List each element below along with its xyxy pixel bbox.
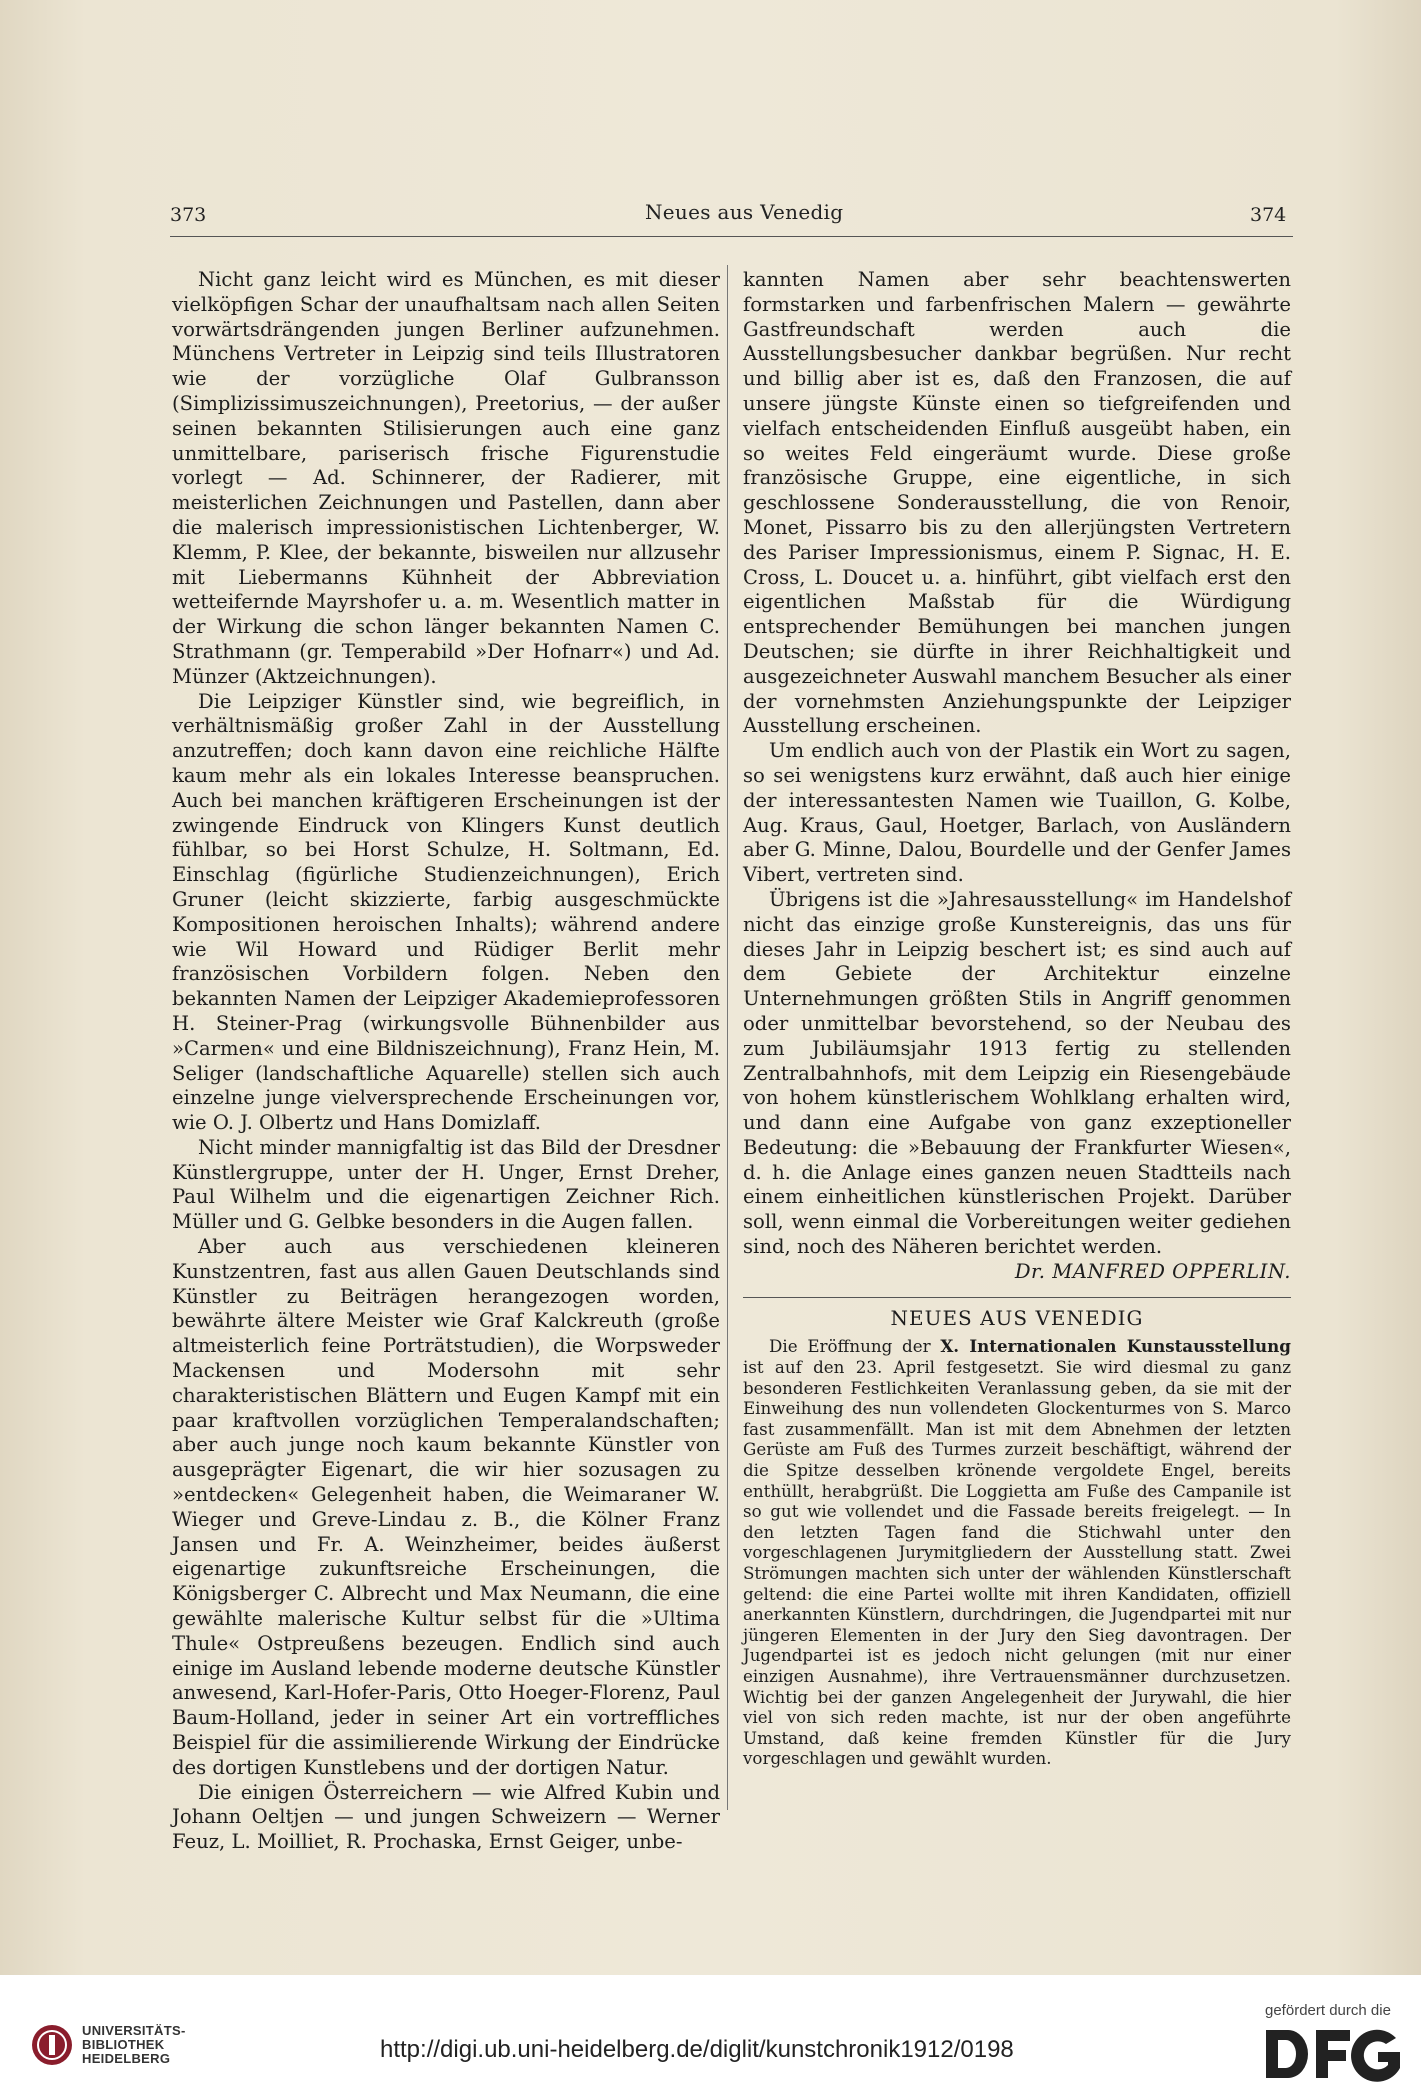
library-line: UNIVERSITÄTS- (82, 2023, 186, 2038)
paragraph: Nicht minder mannigfaltig ist das Bild der Dresdner Künstlergruppe, unter der H. Unger, Ernst Dreher, Paul Wilhelm und die eigenartigen Zeichner Rich. Müller und G. Gelbke besonders in die Augen fallen. (172, 1135, 720, 1234)
column-rule (727, 265, 728, 1810)
dfg-logo-icon (1262, 2024, 1404, 2084)
paragraph: Nicht ganz leicht wird es München, es mit dieser vielköpfigen Schar der unaufhaltsam nach allen Seiten vorwärtsdrängenden jungen Berliner aufzunehmen. Münchens Vertreter in Leipzig sind teils Illustratoren wie der vorzügliche Olaf Gulbransson (Simplizissimuszeichnungen), Preetorius, — der außer seinen bekannten Stilisierungen auch eine ganz unmittelbare, pariserisch frische Figurenstudie vorlegt — Ad. Schinnerer, der Radierer, mit meisterlichen Zeichnungen und Pastellen, dann aber die malerisch impressionistischen Lichtenberger, W. Klemm, P. Klee, der bekannte, bisweilen nur allzusehr mit Liebermanns Kühnheit der Abbreviation wetteifernde Mayrshofer u. a. m. Wesentlich matter in der Wirkung die schon länger bekannten Namen C. Strathmann (gr. Temperabild »Der Hofnarr«) und Ad. Münzer (Aktzeichnungen). (172, 268, 720, 688)
library-name (82, 2024, 186, 2066)
exhibition-name: X. Internationalen Kunstausstellung (940, 1336, 1291, 1357)
section-heading: NEUES AUS VENEDIG (890, 1305, 1144, 1330)
section-rule (743, 1297, 1291, 1298)
running-head: Neues aus Venedig (645, 200, 844, 224)
news-section (743, 1336, 1291, 1768)
page-number-right: 374 (1250, 204, 1287, 226)
left-column (172, 268, 720, 1855)
paragraph: Aber auch aus verschiedenen kleineren Kunstzentren, fast aus allen Gauen Deutschlands sind Künstler zu Beiträgen herangezogen worden, bewährte ältere Meister wie Graf Kalckreuth (große altmeisterlich feine Porträtstudien), die Worpsweder Mackensen und Modersohn mit sehr charakteristischen Blättern und Eugen Kampf mit ein paar kraftvollen vorzüglichen Temperalandschaften; aber auch junge noch kaum bekannte Künstler von ausgeprägter Eigenart, die wir hier sozusagen zu »entdecken« Gelegenheit haben, die Weimaraner W. Wieger und Greve-Lindau z. B., die Kölner Franz Jansen und Fr. A. Weinzheimer, beides äußerst eigenartige zukunftsreiche Erscheinungen, die Königsberger C. Albrecht und Max Neumann, die eine gewählte malerische Kultur selbst für die »Ultima Thule« Ostpreußens bezeugen. Endlich sind auch einige im Ausland lebende moderne deutsche Künstler anwesend, Karl-Hofer-Paris, Otto Hoeger-Florenz, Paul Baum-Holland, jeder in seiner Art ein vortreffliches Beispiel für die assimilierende Wirkung der Eindrücke des dortigen Kunstlebens und der dortigen Natur. (172, 1235, 720, 1779)
news-paragraph (743, 1336, 1291, 1768)
header-rule (170, 236, 1293, 237)
paragraph: Um endlich auch von der Plastik ein Wort zu sagen, so sei wenigstens kurz erwähnt, daß auch hier einige der interessantesten Namen wie Tuaillon, G. Kolbe, Aug. Kraus, Gaul, Hoetger, Barlach, von Ausländern aber G. Minne, Dalou, Bourdelle und der Genfer James Vibert, vertreten sind. (743, 739, 1291, 887)
paragraph: Übrigens ist die »Jahresausstellung« im Handelshof nicht das einzige große Kunstereignis, das uns für dieses Jahr in Leipzig beschert ist; es sind auch auf dem Gebiete der Architektur einzelne Unternehmungen größten Stils in Angriff genommen oder unmittelbar bevorstehend, so der Neubau des zum Jubiläumsjahr 1913 fertig zu stellenden Zentralbahnhofs, mit dem Leipzig ein Riesengebäude von hohem künstlerischem Wohlklang erhalten wird, und dann eine Aufgabe von ganz exzeptioneller Bedeutung: die »Bebauung der Frankfurter Wiesen«, d. h. die Anlage eines ganzen neuen Stadtteils nach einem einheitlichen künstlerischen Projekt. Darüber soll, wenn einmal die Vorbereitungen weiter gediehen sind, noch des Näheren berichtet werden. (743, 887, 1291, 1259)
lead-text: Die Eröffnung der (769, 1336, 931, 1357)
author-signature: Dr. MANFRED OPPERLIN. (1014, 1259, 1291, 1283)
library-line: BIBLIOTHEK (82, 2037, 165, 2052)
source-url-link[interactable]: http://digi.ub.uni-heidelberg.de/diglit/kunstchronik1912/0198 (380, 2036, 1014, 2063)
university-seal-icon (30, 2023, 74, 2067)
page-number-left: 373 (170, 204, 207, 226)
news-body: ist auf den 23. April festgesetzt. Sie wird diesmal zu ganz besonderen Festlichkeiten Veranlassung geben, da sie mit der Einweihung des nun vollendeten Glockenturmes von S. Marco fast zusammenfällt. Man ist mit dem Abnehmen der letzten Gerüste am Fuß des Turmes zurzeit beschäftigt, während der die Spitze desselben krönende vergoldete Engel, bereits enthüllt, herabgrüßt. Die Loggietta am Fuße des Campanile ist so gut wie vollendet und die Fassade bereits freigelegt. — In den letzten Tagen fand die Stichwahl unter den vorgeschlagenen Jurymitgliedern der Ausstellung statt. Zwei Strömungen machten sich unter der wählenden Künstlerschaft geltend: die eine Partei wollte mit ihren Kandidaten, offiziell anerkannten Künstlern, durchdringen, die Jugendpartei mit nur jüngeren Elementen in der Jury den Sieg davontragen. Der Jugendpartei ist es jedoch nicht gelungen (mit nur einer einzigen Ausnahme), ihre Vertrauensmänner durchzusetzen. Wichtig bei der ganzen Angelegenheit der Jurywahl, die hier viel von sich reden machte, ist nur der oben angeführte Umstand, daß keine fremden Künstler für die Jury vorgeschlagen und gewählt wurden. (743, 1357, 1291, 1769)
funding-note: gefördert durch die (1265, 2002, 1391, 2019)
right-column (743, 268, 1291, 1769)
footer-bar (0, 1975, 1421, 2095)
paragraph: Die einigen Österreichern — wie Alfred Kubin und Johann Oeltjen — und jungen Schweizern — Werner Feuz, L. Moilliet, R. Prochaska, Ernst Geiger, unbe- (172, 1780, 720, 1854)
paragraph: kannten Namen aber sehr beachtenswerten formstarken und farbenfrischen Malern — gewährte Gastfreundschaft werden auch die Ausstellungsbesucher dankbar begrüßen. Nur recht und billig aber ist es, daß den Franzosen, die auf unsere jüngste Künste einen so tiefgreifenden und vielfach entscheidenden Einfluß ausgeübt haben, ein so weites Feld eingeräumt wurde. Diese große französische Gruppe, eine eigentliche, in sich geschlossene Sonderausstellung, die von Renoir, Monet, Pissarro bis zu den allerjüngsten Vertretern des Pariser Impressionismus, einem P. Signac, H. E. Cross, L. Doucet u. a. hinführt, gibt vielfach erst den eigentlichen Maßstab für die Würdigung entsprechender Bemühungen bei manchen jungen Deutschen; sie dürfte in ihrer Reichhaltigkeit und ausgezeichneter Auswahl manchem Besucher als einer der vornehmsten Anziehungspunkte der Leipziger Ausstellung erscheinen. (743, 268, 1291, 738)
library-line: HEIDELBERG (82, 2051, 171, 2066)
paragraph: Die Leipziger Künstler sind, wie begreiflich, in verhältnismäßig großer Zahl in der Ausstellung anzutreffen; doch kann davon eine reichliche Hälfte kaum mehr als ein lokales Interesse beanspruchen. Auch bei manchen kräftigeren Erscheinungen ist der zwingende Eindruck von Klingers Kunst deutlich fühlbar, so bei Horst Schulze, H. Soltmann, Ed. Einschlag (figürliche Studienzeichnungen), Erich Gruner (leicht skizzierte, farbig ausgeschmückte Kompositionen heroischen Inhalts); während andere wie Wil Howard und Rüdiger Berlit mehr französischen Vorbildern folgen. Neben den bekannten Namen der Leipziger Akademieprofessoren H. Steiner-Prag (wirkungsvolle Bühnenbilder aus »Carmen« und eine Bildniszeichnung), Franz Hein, M. Seliger (landschaftliche Aquarelle) stellen sich auch einzelne junge vielversprechende Erscheinungen vor, wie O. J. Olbertz und Hans Domizlaff. (172, 689, 720, 1135)
